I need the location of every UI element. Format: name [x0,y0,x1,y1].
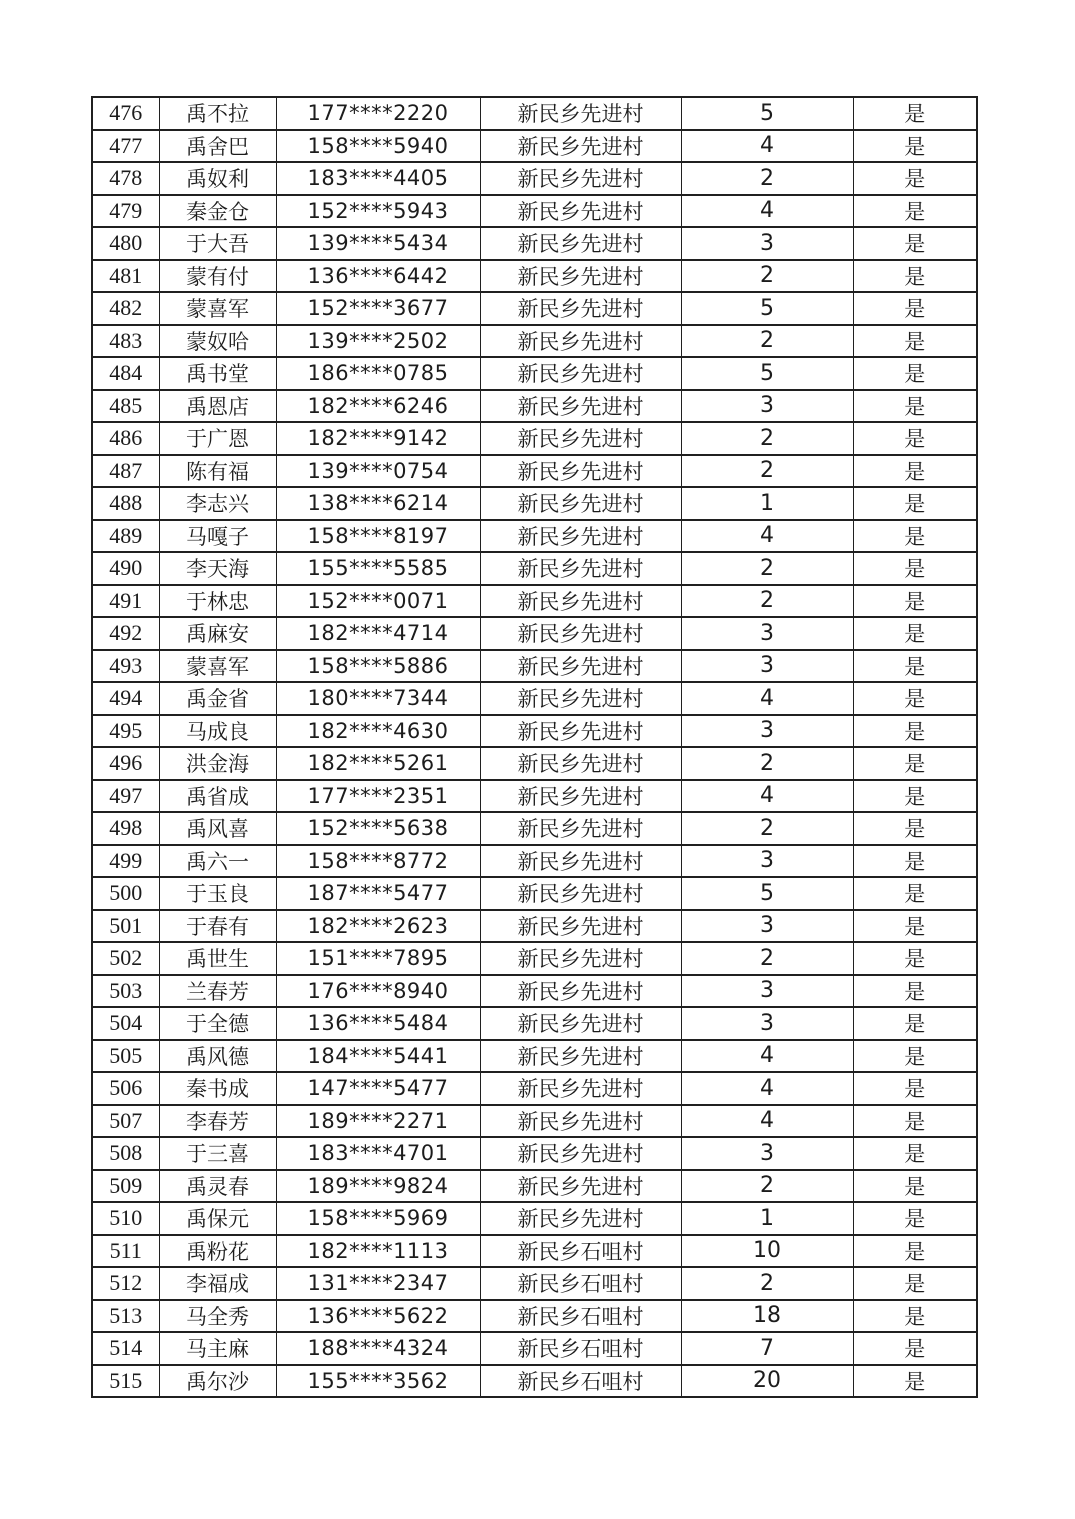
cell-row-index: 482 [92,292,159,325]
cell-confirmed: 是 [853,1365,977,1398]
cell-confirmed: 是 [853,682,977,715]
cell-confirmed: 是 [853,942,977,975]
cell-row-index: 490 [92,552,159,585]
cell-confirmed: 是 [853,130,977,163]
cell-row-index: 487 [92,455,159,488]
table-row [92,1332,977,1365]
cell-confirmed: 是 [853,260,977,293]
cell-confirmed: 是 [853,1332,977,1365]
cell-phone-number: 189****9824 [276,1170,480,1203]
cell-count: 4 [681,682,853,715]
cell-confirmed: 是 [853,747,977,780]
cell-confirmed: 是 [853,1072,977,1105]
cell-confirmed: 是 [853,422,977,455]
table-row [92,130,977,163]
cell-count: 5 [681,292,853,325]
cell-phone-number: 136****5622 [276,1300,480,1333]
cell-phone-number: 136****6442 [276,260,480,293]
cell-confirmed: 是 [853,390,977,423]
cell-village: 新民乡先进村 [480,292,681,325]
cell-village: 新民乡先进村 [480,975,681,1008]
table-row [92,747,977,780]
cell-count: 18 [681,1300,853,1333]
cell-confirmed: 是 [853,1267,977,1300]
cell-phone-number: 152****3677 [276,292,480,325]
cell-person-name: 马成良 [159,715,276,748]
cell-phone-number: 182****1113 [276,1235,480,1268]
cell-phone-number: 182****9142 [276,422,480,455]
cell-count: 4 [681,1072,853,1105]
cell-person-name: 禹粉花 [159,1235,276,1268]
cell-person-name: 李天海 [159,552,276,585]
cell-count: 4 [681,1105,853,1138]
cell-village: 新民乡先进村 [480,390,681,423]
cell-row-index: 496 [92,747,159,780]
cell-count: 1 [681,1202,853,1235]
cell-count: 20 [681,1365,853,1398]
cell-confirmed: 是 [853,520,977,553]
cell-count: 2 [681,260,853,293]
table-row [92,520,977,553]
cell-count: 4 [681,780,853,813]
cell-row-index: 506 [92,1072,159,1105]
cell-phone-number: 188****4324 [276,1332,480,1365]
cell-count: 2 [681,422,853,455]
cell-phone-number: 182****4714 [276,617,480,650]
cell-village: 新民乡石咀村 [480,1235,681,1268]
cell-phone-number: 187****5477 [276,877,480,910]
cell-phone-number: 158****5969 [276,1202,480,1235]
cell-phone-number: 136****5484 [276,1007,480,1040]
cell-village: 新民乡先进村 [480,357,681,390]
cell-village: 新民乡先进村 [480,520,681,553]
cell-village: 新民乡先进村 [480,97,681,130]
cell-row-index: 479 [92,195,159,228]
cell-village: 新民乡先进村 [480,455,681,488]
cell-count: 2 [681,942,853,975]
cell-phone-number: 182****2623 [276,910,480,943]
cell-village: 新民乡先进村 [480,585,681,618]
cell-count: 3 [681,617,853,650]
cell-count: 5 [681,357,853,390]
cell-row-index: 486 [92,422,159,455]
table-row [92,357,977,390]
table-row [92,1007,977,1040]
cell-count: 1 [681,487,853,520]
cell-confirmed: 是 [853,1137,977,1170]
table-row [92,487,977,520]
cell-confirmed: 是 [853,780,977,813]
table-row [92,585,977,618]
cell-count: 3 [681,227,853,260]
cell-person-name: 禹六一 [159,845,276,878]
cell-village: 新民乡先进村 [480,1137,681,1170]
cell-confirmed: 是 [853,585,977,618]
cell-person-name: 禹恩店 [159,390,276,423]
cell-row-index: 510 [92,1202,159,1235]
cell-village: 新民乡先进村 [480,260,681,293]
cell-count: 3 [681,975,853,1008]
cell-count: 4 [681,1040,853,1073]
table-row [92,1072,977,1105]
cell-village: 新民乡先进村 [480,1007,681,1040]
cell-count: 4 [681,130,853,163]
cell-row-index: 511 [92,1235,159,1268]
cell-phone-number: 139****5434 [276,227,480,260]
cell-confirmed: 是 [853,910,977,943]
cell-person-name: 禹灵春 [159,1170,276,1203]
table-row [92,1300,977,1333]
cell-count: 2 [681,162,853,195]
cell-village: 新民乡先进村 [480,780,681,813]
table-row [92,910,977,943]
cell-row-index: 501 [92,910,159,943]
cell-person-name: 于林忠 [159,585,276,618]
cell-phone-number: 138****6214 [276,487,480,520]
cell-row-index: 491 [92,585,159,618]
cell-village: 新民乡先进村 [480,617,681,650]
table-row [92,260,977,293]
cell-row-index: 481 [92,260,159,293]
cell-row-index: 498 [92,812,159,845]
table-row [92,97,977,130]
cell-phone-number: 186****0785 [276,357,480,390]
cell-row-index: 483 [92,325,159,358]
cell-village: 新民乡先进村 [480,422,681,455]
cell-count: 4 [681,195,853,228]
table-row [92,1235,977,1268]
cell-confirmed: 是 [853,455,977,488]
table-row [92,715,977,748]
cell-phone-number: 189****2271 [276,1105,480,1138]
cell-count: 3 [681,845,853,878]
cell-village: 新民乡先进村 [480,1072,681,1105]
cell-person-name: 兰春芳 [159,975,276,1008]
cell-count: 3 [681,910,853,943]
cell-person-name: 于玉良 [159,877,276,910]
cell-person-name: 禹风德 [159,1040,276,1073]
cell-person-name: 李春芳 [159,1105,276,1138]
table-row [92,1267,977,1300]
cell-count: 3 [681,715,853,748]
table-row [92,1170,977,1203]
cell-count: 3 [681,1137,853,1170]
cell-village: 新民乡先进村 [480,552,681,585]
cell-count: 5 [681,97,853,130]
cell-phone-number: 183****4405 [276,162,480,195]
cell-confirmed: 是 [853,292,977,325]
cell-phone-number: 182****4630 [276,715,480,748]
table-row [92,780,977,813]
cell-confirmed: 是 [853,97,977,130]
cell-phone-number: 155****3562 [276,1365,480,1398]
cell-village: 新民乡先进村 [480,845,681,878]
cell-village: 新民乡石咀村 [480,1365,681,1398]
cell-row-index: 515 [92,1365,159,1398]
cell-row-index: 504 [92,1007,159,1040]
table-row [92,1105,977,1138]
cell-village: 新民乡先进村 [480,487,681,520]
cell-person-name: 禹省成 [159,780,276,813]
cell-count: 2 [681,1267,853,1300]
cell-row-index: 492 [92,617,159,650]
cell-person-name: 蒙奴哈 [159,325,276,358]
cell-village: 新民乡先进村 [480,715,681,748]
cell-person-name: 蒙有付 [159,260,276,293]
cell-phone-number: 158****8772 [276,845,480,878]
table-row [92,617,977,650]
cell-village: 新民乡先进村 [480,130,681,163]
cell-village: 新民乡先进村 [480,942,681,975]
cell-confirmed: 是 [853,975,977,1008]
cell-phone-number: 147****5477 [276,1072,480,1105]
cell-confirmed: 是 [853,162,977,195]
cell-count: 5 [681,877,853,910]
table-row [92,942,977,975]
cell-count: 2 [681,455,853,488]
cell-person-name: 于三喜 [159,1137,276,1170]
cell-person-name: 蒙喜军 [159,650,276,683]
table-row [92,195,977,228]
roster-table [91,96,978,1398]
cell-row-index: 488 [92,487,159,520]
cell-row-index: 513 [92,1300,159,1333]
cell-row-index: 497 [92,780,159,813]
cell-village: 新民乡先进村 [480,650,681,683]
cell-person-name: 禹舍巴 [159,130,276,163]
cell-village: 新民乡先进村 [480,747,681,780]
cell-count: 3 [681,650,853,683]
cell-person-name: 禹金省 [159,682,276,715]
cell-village: 新民乡石咀村 [480,1267,681,1300]
cell-confirmed: 是 [853,715,977,748]
cell-row-index: 495 [92,715,159,748]
table-row [92,325,977,358]
cell-person-name: 秦书成 [159,1072,276,1105]
cell-person-name: 李志兴 [159,487,276,520]
cell-phone-number: 139****2502 [276,325,480,358]
cell-phone-number: 155****5585 [276,552,480,585]
cell-phone-number: 158****8197 [276,520,480,553]
cell-village: 新民乡先进村 [480,682,681,715]
cell-count: 7 [681,1332,853,1365]
cell-confirmed: 是 [853,1300,977,1333]
cell-person-name: 于广恩 [159,422,276,455]
cell-confirmed: 是 [853,552,977,585]
cell-phone-number: 177****2220 [276,97,480,130]
cell-confirmed: 是 [853,1202,977,1235]
cell-confirmed: 是 [853,195,977,228]
cell-count: 4 [681,520,853,553]
table-row [92,877,977,910]
cell-person-name: 李福成 [159,1267,276,1300]
table-row [92,682,977,715]
cell-village: 新民乡先进村 [480,325,681,358]
cell-phone-number: 158****5886 [276,650,480,683]
cell-village: 新民乡先进村 [480,1170,681,1203]
cell-confirmed: 是 [853,325,977,358]
cell-village: 新民乡先进村 [480,227,681,260]
cell-person-name: 禹麻安 [159,617,276,650]
table-row [92,812,977,845]
cell-row-index: 477 [92,130,159,163]
cell-confirmed: 是 [853,650,977,683]
cell-count: 3 [681,390,853,423]
cell-village: 新民乡石咀村 [480,1332,681,1365]
cell-confirmed: 是 [853,1235,977,1268]
cell-confirmed: 是 [853,877,977,910]
cell-row-index: 494 [92,682,159,715]
cell-count: 10 [681,1235,853,1268]
cell-village: 新民乡先进村 [480,162,681,195]
cell-row-index: 509 [92,1170,159,1203]
cell-row-index: 493 [92,650,159,683]
cell-village: 新民乡先进村 [480,195,681,228]
table-row [92,1137,977,1170]
cell-person-name: 于全德 [159,1007,276,1040]
cell-person-name: 禹尔沙 [159,1365,276,1398]
cell-person-name: 秦金仓 [159,195,276,228]
table-row [92,227,977,260]
cell-confirmed: 是 [853,1040,977,1073]
cell-phone-number: 152****5943 [276,195,480,228]
table-row [92,390,977,423]
table-row [92,552,977,585]
cell-row-index: 484 [92,357,159,390]
cell-row-index: 512 [92,1267,159,1300]
cell-person-name: 禹世生 [159,942,276,975]
cell-confirmed: 是 [853,845,977,878]
cell-person-name: 禹奴利 [159,162,276,195]
cell-village: 新民乡先进村 [480,877,681,910]
cell-person-name: 禹不拉 [159,97,276,130]
cell-person-name: 马全秀 [159,1300,276,1333]
cell-village: 新民乡石咀村 [480,1300,681,1333]
cell-phone-number: 131****2347 [276,1267,480,1300]
cell-confirmed: 是 [853,227,977,260]
cell-person-name: 蒙喜军 [159,292,276,325]
cell-count: 2 [681,1170,853,1203]
roster-table-body [92,97,977,1397]
cell-count: 3 [681,1007,853,1040]
cell-count: 2 [681,552,853,585]
table-row [92,162,977,195]
cell-confirmed: 是 [853,812,977,845]
table-row [92,975,977,1008]
cell-row-index: 485 [92,390,159,423]
cell-person-name: 于大吾 [159,227,276,260]
cell-person-name: 陈有福 [159,455,276,488]
table-row [92,1365,977,1398]
cell-row-index: 507 [92,1105,159,1138]
cell-row-index: 500 [92,877,159,910]
cell-village: 新民乡先进村 [480,1202,681,1235]
cell-row-index: 505 [92,1040,159,1073]
cell-phone-number: 184****5441 [276,1040,480,1073]
cell-phone-number: 152****5638 [276,812,480,845]
table-row [92,650,977,683]
cell-phone-number: 177****2351 [276,780,480,813]
cell-village: 新民乡先进村 [480,1105,681,1138]
cell-phone-number: 158****5940 [276,130,480,163]
cell-count: 2 [681,325,853,358]
cell-count: 2 [681,585,853,618]
cell-row-index: 502 [92,942,159,975]
cell-village: 新民乡先进村 [480,812,681,845]
cell-phone-number: 180****7344 [276,682,480,715]
cell-row-index: 508 [92,1137,159,1170]
table-row [92,1040,977,1073]
cell-confirmed: 是 [853,1170,977,1203]
cell-person-name: 于春有 [159,910,276,943]
cell-phone-number: 182****6246 [276,390,480,423]
cell-person-name: 禹风喜 [159,812,276,845]
cell-row-index: 478 [92,162,159,195]
cell-person-name: 马主麻 [159,1332,276,1365]
cell-count: 2 [681,747,853,780]
table-row [92,455,977,488]
cell-person-name: 马嘎子 [159,520,276,553]
cell-row-index: 503 [92,975,159,1008]
cell-confirmed: 是 [853,1007,977,1040]
cell-phone-number: 176****8940 [276,975,480,1008]
cell-phone-number: 139****0754 [276,455,480,488]
cell-row-index: 514 [92,1332,159,1365]
cell-row-index: 480 [92,227,159,260]
table-row [92,845,977,878]
table-row [92,422,977,455]
table-row [92,292,977,325]
cell-confirmed: 是 [853,357,977,390]
table-row [92,1202,977,1235]
cell-row-index: 489 [92,520,159,553]
cell-phone-number: 152****0071 [276,585,480,618]
cell-confirmed: 是 [853,487,977,520]
cell-phone-number: 182****5261 [276,747,480,780]
cell-village: 新民乡先进村 [480,1040,681,1073]
cell-row-index: 476 [92,97,159,130]
cell-village: 新民乡先进村 [480,910,681,943]
cell-row-index: 499 [92,845,159,878]
cell-person-name: 禹书堂 [159,357,276,390]
cell-phone-number: 183****4701 [276,1137,480,1170]
cell-person-name: 禹保元 [159,1202,276,1235]
cell-person-name: 洪金海 [159,747,276,780]
cell-confirmed: 是 [853,617,977,650]
cell-confirmed: 是 [853,1105,977,1138]
cell-count: 2 [681,812,853,845]
cell-phone-number: 151****7895 [276,942,480,975]
